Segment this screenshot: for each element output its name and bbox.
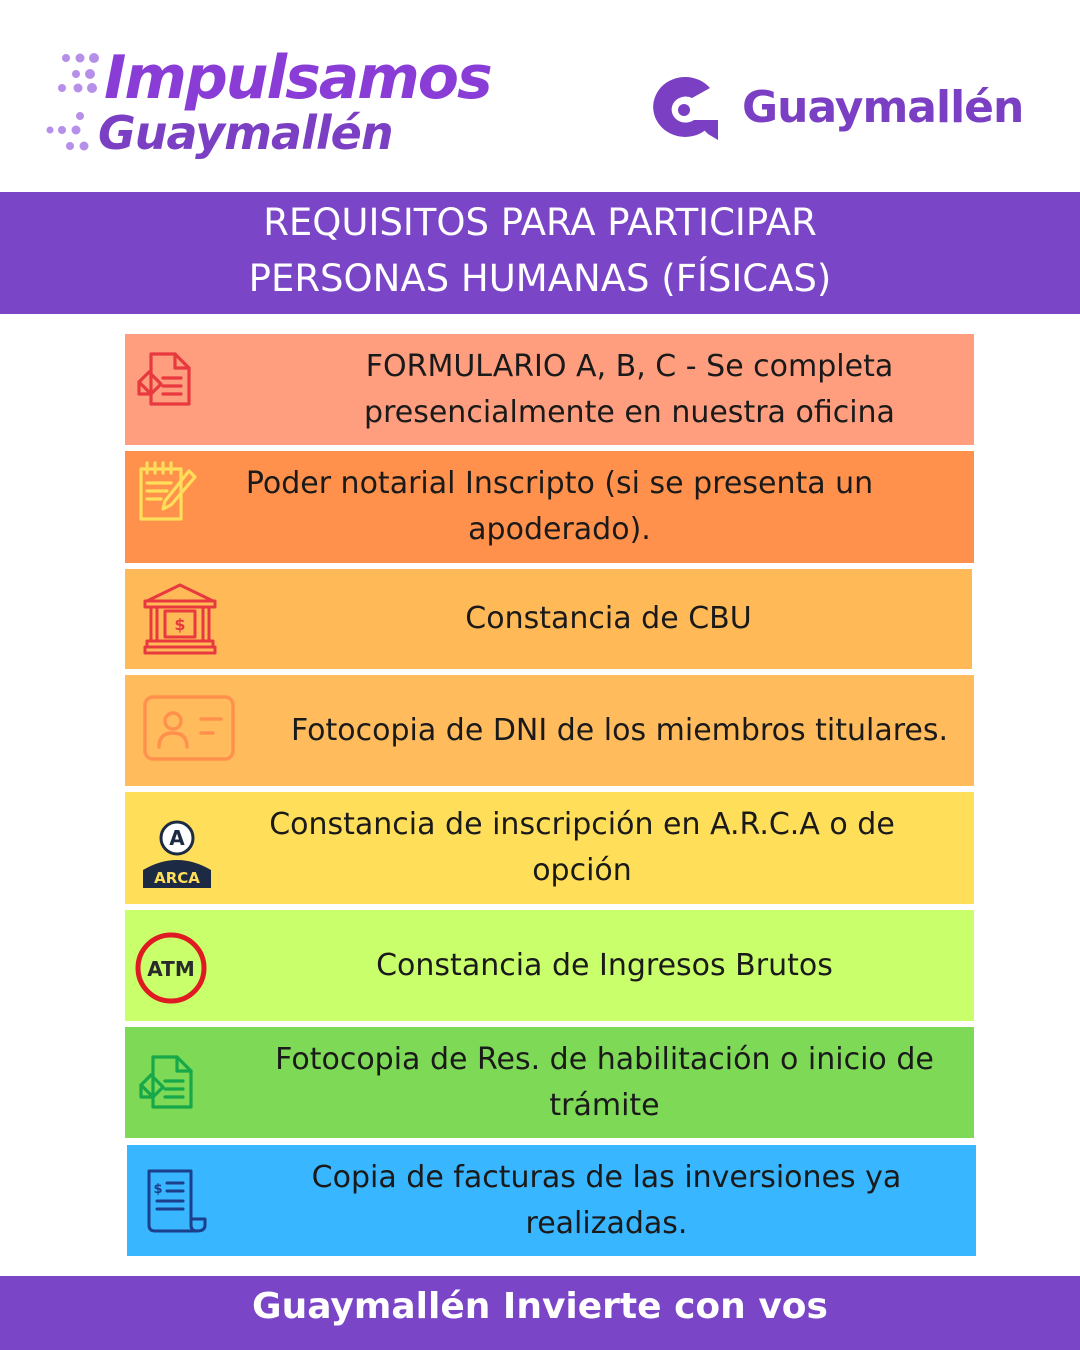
guaymallen-mark-icon: [648, 74, 724, 146]
requirement-text: Poder notarial Inscripto (si se presenta un apoderado).: [245, 466, 874, 547]
title-line2: PERSONAS HUMANAS (FÍSICAS): [248, 257, 832, 300]
footer-slogan: Guaymallén Invierte con vos: [0, 1276, 1080, 1350]
requirement-row-habilitacion: [125, 1027, 974, 1138]
requirement-text: FORMULARIO A, B, C - Se completa presencialmente en nuestra oficina: [364, 348, 895, 430]
logo-left-line2: Guaymallén: [98, 106, 393, 160]
requirement-row-formulario: [125, 334, 974, 445]
requirement-row-arca: [125, 792, 974, 904]
invoice-icon: [143, 1169, 209, 1233]
impulsamos-logo: [40, 40, 500, 170]
title-band: [0, 192, 1080, 314]
form-sign-icon: [135, 348, 197, 412]
requirement-text: Fotocopia de Res. de habilitación o inicio de trámite: [275, 1041, 934, 1123]
requirement-row-dni: [125, 675, 974, 786]
requirement-row-ingresos: [125, 910, 974, 1021]
title-line1: REQUISITOS PARA PARTICIPAR: [263, 201, 817, 244]
requirement-row-facturas: [127, 1145, 976, 1256]
logo-left-line1: Impulsamos: [104, 43, 491, 113]
svg-text:$: $: [153, 1182, 163, 1197]
bank-icon: [143, 583, 217, 655]
guaymallen-logo: [648, 74, 1048, 154]
requirement-row-cbu: [125, 569, 972, 669]
requirement-text: Constancia de Ingresos Brutos: [376, 947, 833, 983]
requirement-text: Constancia de inscripción en A.R.C.A o de opción: [269, 807, 895, 888]
requirement-row-poder: [125, 451, 974, 563]
arca-logo-icon: [141, 818, 213, 890]
form-sign-icon: [137, 1051, 199, 1115]
requirement-text: Copia de facturas de las inversiones ya realizadas.: [311, 1159, 902, 1241]
requirement-text: Constancia de CBU: [465, 601, 752, 636]
svg-text:A: A: [169, 826, 185, 850]
id-card-icon: [143, 695, 235, 761]
atm-logo-icon: [133, 930, 209, 1006]
svg-text:$: $: [174, 615, 186, 634]
svg-text:ATM: ATM: [147, 957, 195, 981]
logo-right-name: Guaymallén: [742, 82, 1024, 133]
svg-text:ARCA: ARCA: [154, 869, 200, 887]
requirement-text: Fotocopia de DNI de los miembros titulares.: [290, 712, 949, 748]
notepad-pen-icon: [135, 459, 199, 523]
header: [0, 0, 1080, 192]
